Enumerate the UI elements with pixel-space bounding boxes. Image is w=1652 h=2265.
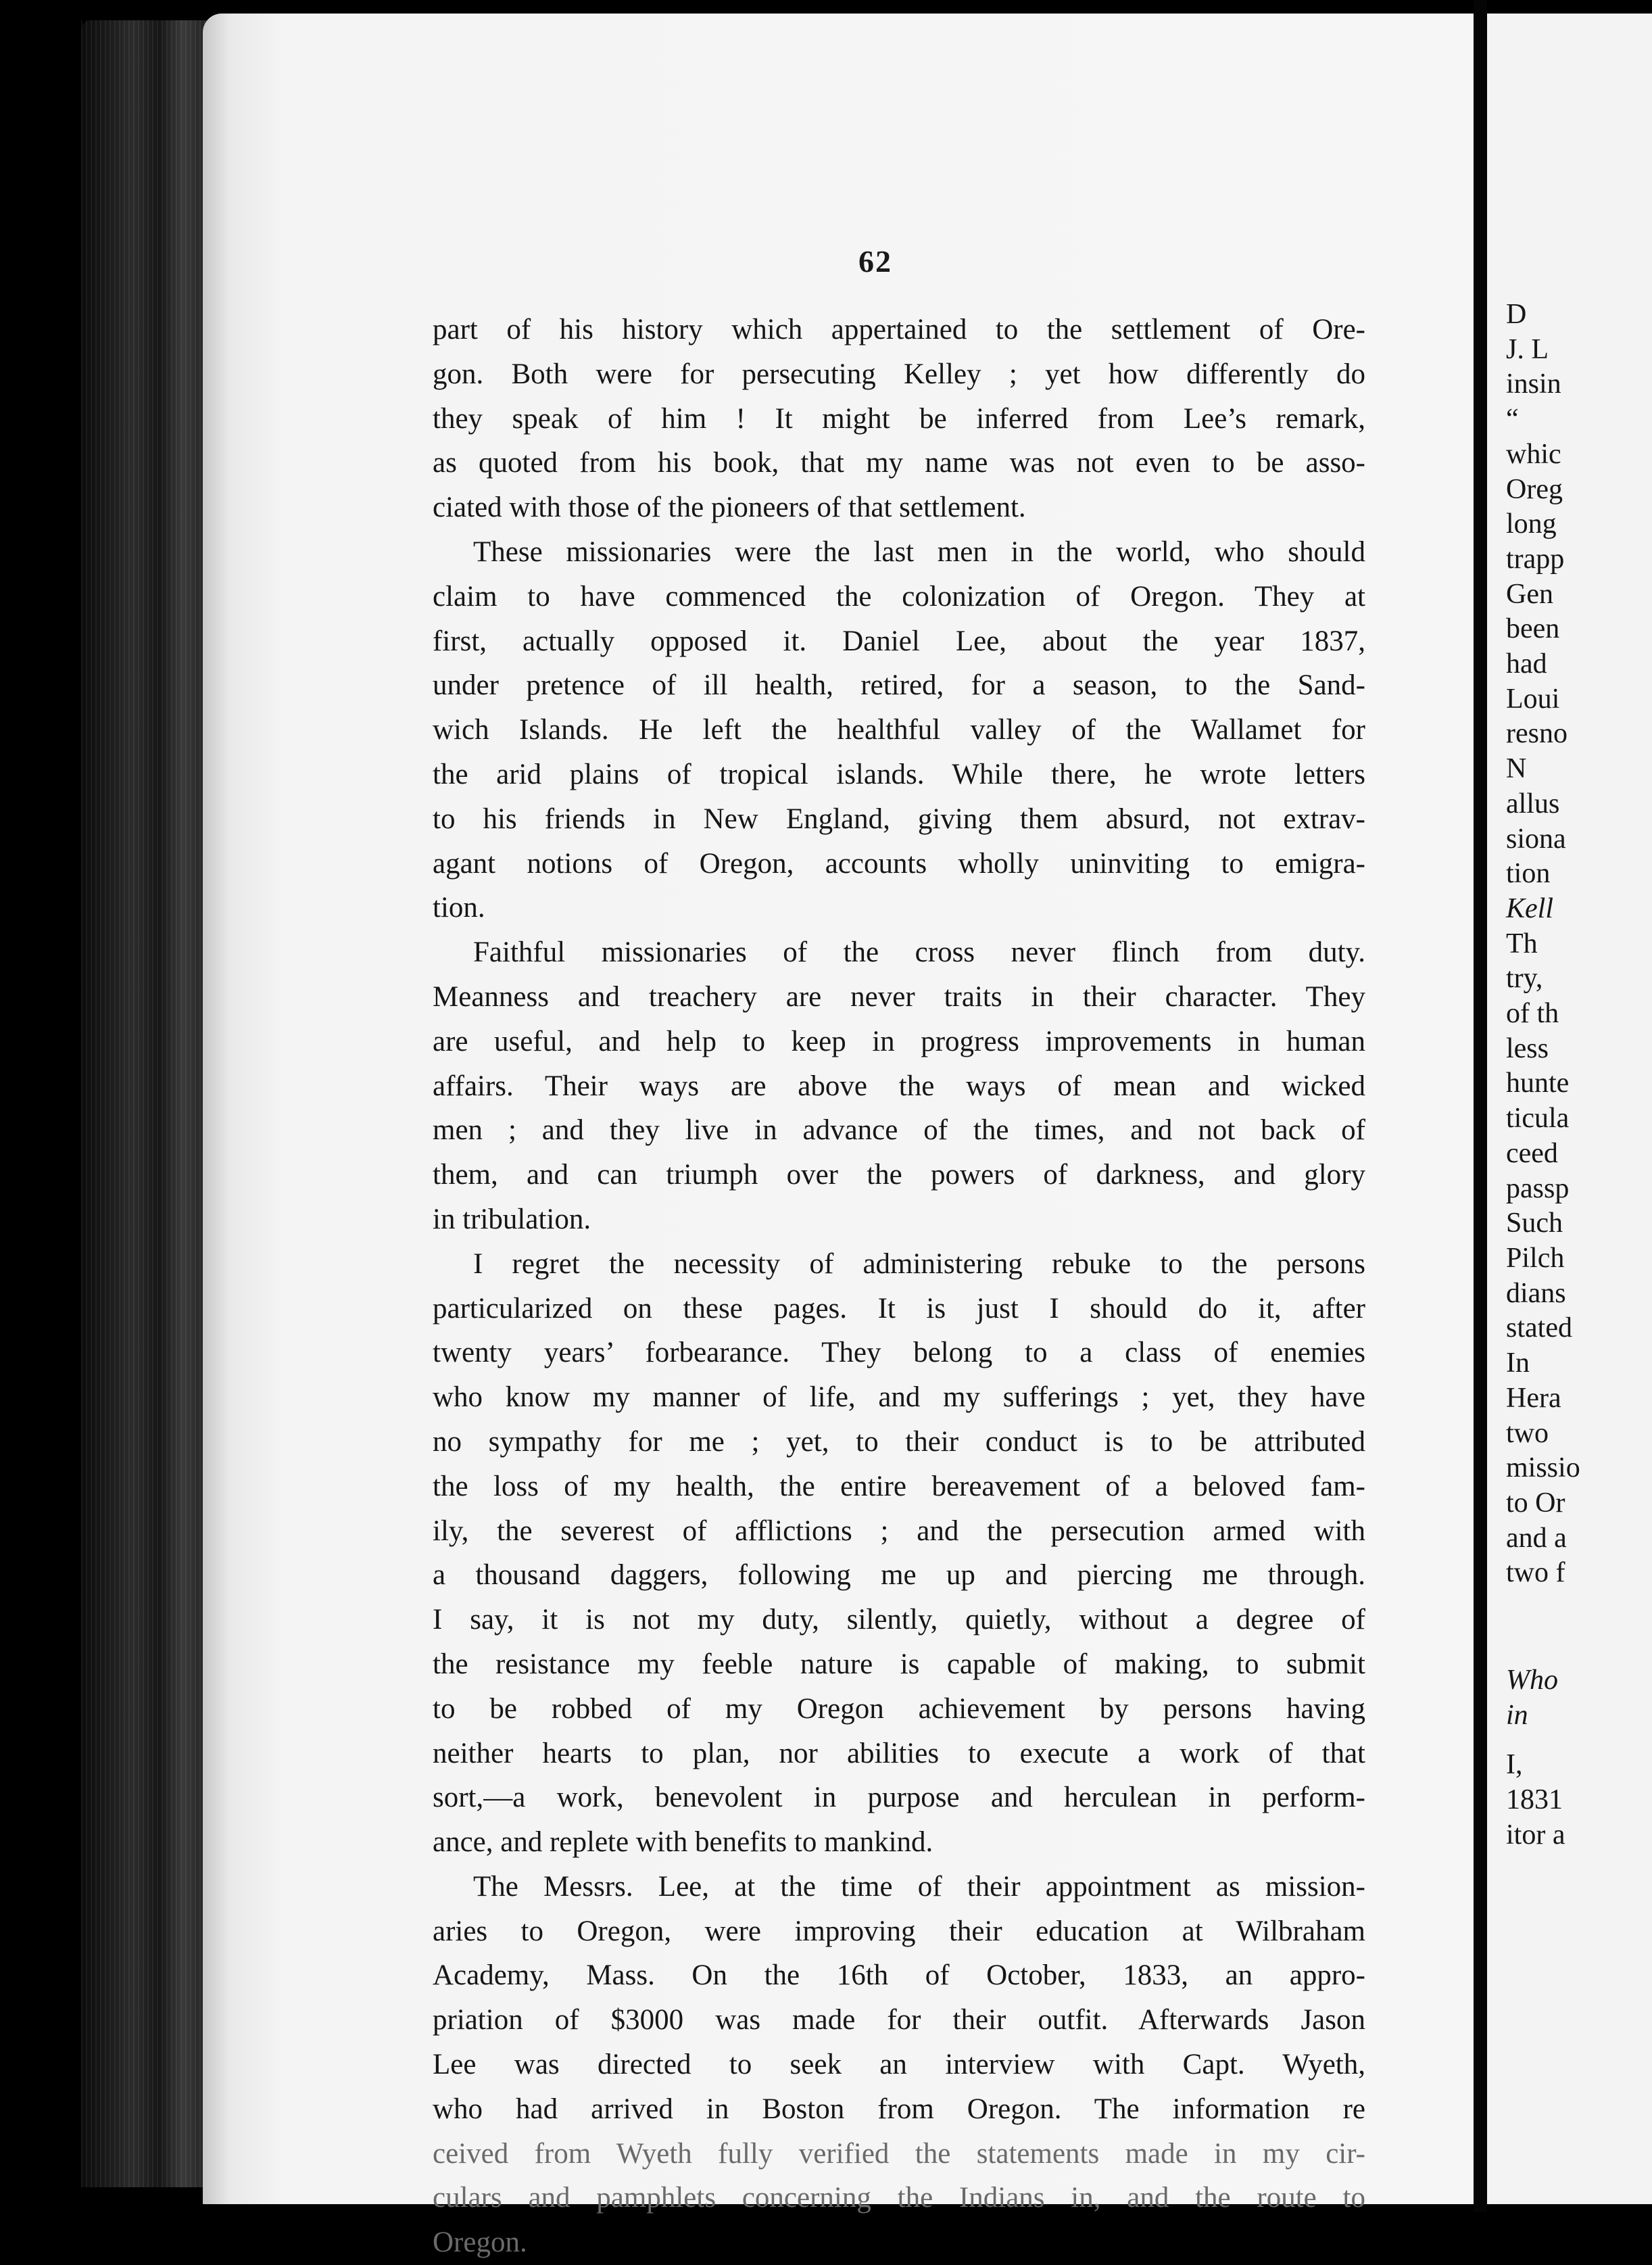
right-page-fragment: Such: [1506, 1208, 1563, 1239]
text-line: in tribulation.: [433, 1203, 591, 1235]
paragraph: [433, 930, 1365, 1242]
right-page-fragment: had: [1506, 648, 1547, 680]
text-line: them, and can triumph over the powers of darkness, and glory: [433, 1159, 1365, 1191]
text-line: gon. Both were for persecuting Kelley ; yet how differently do: [433, 358, 1365, 390]
right-page-fragment: allus: [1506, 788, 1560, 819]
right-page-fragment: hunte: [1506, 1068, 1570, 1099]
text-line: twenty years’ forbearance. They belong to a class of enemies: [433, 1337, 1365, 1369]
right-page-fragment: less: [1506, 1032, 1549, 1064]
right-page-fragment: to Or: [1506, 1487, 1565, 1519]
text-line: Faithful missionaries of the cross never flinch from duty.: [473, 936, 1365, 969]
text-line: agant notions of Oregon, accounts wholly uninviting to emigra-: [433, 847, 1365, 880]
book-gutter: [1474, 0, 1487, 2212]
right-page-fragment: I,: [1506, 1749, 1523, 1781]
text-line: particularized on these pages. It is just I should do it, after: [433, 1292, 1365, 1325]
text-line: as quoted from his book, that my name was not even to be asso-: [433, 447, 1365, 479]
text-line: I say, it is not my duty, silently, quietly, without a degree of: [433, 1604, 1365, 1636]
right-page-fragment: Hera: [1506, 1382, 1561, 1414]
text-line: aries to Oregon, were improving their education at Wilbraham: [433, 1915, 1365, 1947]
paragraph: [433, 1865, 1365, 2265]
right-page-fragment: insin: [1506, 368, 1561, 400]
text-line: who had arrived in Boston from Oregon. The information re: [433, 2093, 1365, 2125]
right-page-fragment: tion: [1506, 858, 1551, 890]
text-line: Academy, Mass. On the 16th of October, 1833, an appro-: [433, 1959, 1365, 1992]
right-page-fragment: N: [1506, 753, 1527, 785]
text-line: neither hearts to plan, nor abilities to execute a work of that: [433, 1737, 1365, 1769]
text-line: I regret the necessity of administering rebuke to the persons: [473, 1247, 1365, 1280]
text-line: part of his history which appertained to the settlement of Ore-: [433, 314, 1365, 345]
right-page-fragment: Gen: [1506, 578, 1553, 610]
text-line: who know my manner of life, and my sufferings ; yet, they have: [433, 1381, 1365, 1414]
right-page-fragment: Kell: [1506, 892, 1553, 924]
text-line: priation of $3000 was made for their outfit. Afterwards Jason: [433, 2004, 1365, 2036]
right-page-fragment: two: [1506, 1417, 1549, 1449]
text-line: ceived from Wyeth fully verified the statements made in my cir-: [433, 2137, 1365, 2170]
right-page-fragment: missio: [1506, 1452, 1580, 1484]
text-line: ance, and replete with benefits to mankind.: [433, 1826, 933, 1859]
right-page-fragment: passp: [1506, 1172, 1570, 1204]
right-page-fragment: of th: [1506, 998, 1559, 1030]
right-page-fragment: J. L: [1506, 333, 1549, 365]
text-line: Lee was directed to seek an interview with Capt. Wyeth,: [433, 2049, 1365, 2081]
right-page-fragment: two f: [1506, 1557, 1565, 1589]
right-page-fragment: and a: [1506, 1522, 1567, 1554]
paragraph: [433, 530, 1365, 930]
text-line: ily, the severest of afflictions ; and the persecution armed with: [433, 1515, 1365, 1547]
paragraph: [433, 1242, 1365, 1865]
text-line: to be robbed of my Oregon achievement by persons having: [433, 1692, 1365, 1725]
right-page-fragment: ticula: [1506, 1103, 1570, 1135]
right-page-fragments-top: [1506, 297, 1648, 1591]
text-line: a thousand daggers, following me up and piercing me through.: [433, 1559, 1365, 1592]
right-page-fragment: Loui: [1506, 683, 1560, 715]
right-page-fragment: Who: [1506, 1665, 1558, 1696]
right-page-fragment: Pilch: [1506, 1242, 1565, 1274]
right-page-fragment: D: [1506, 299, 1527, 330]
text-line: The Messrs. Lee, at the time of their appointment as mission-: [473, 1870, 1365, 1903]
text-line: under pretence of ill health, retired, for a season, to the Sand-: [433, 669, 1365, 702]
right-page-fragment: ceed: [1506, 1137, 1558, 1169]
right-page-fragment: whic: [1506, 438, 1561, 470]
text-line: claim to have commenced the colonization of Oregon. They at: [433, 580, 1365, 613]
text-line: Oregon.: [433, 2226, 527, 2259]
right-page-fragment: 1831: [1506, 1784, 1563, 1816]
text-line: men ; and they live in advance of the times, and not back of: [433, 1114, 1365, 1147]
text-line: they speak of him ! It might be inferred from Lee’s remark,: [433, 402, 1365, 435]
text-line: the resistance my feeble nature is capable of making, to submit: [433, 1648, 1365, 1680]
page-number: 62: [858, 244, 892, 279]
right-page-fragment: “: [1506, 404, 1519, 435]
text-line: sort,—a work, benevolent in purpose and herculean in perform-: [433, 1782, 1365, 1814]
right-page-fragment: try,: [1506, 963, 1543, 995]
right-page-fragment: Oreg: [1506, 473, 1563, 505]
text-line: tion.: [433, 892, 485, 924]
text-line: culars and pamphlets concerning the Indians in, and the route to: [433, 2182, 1365, 2214]
right-page-fragment: dians: [1506, 1277, 1566, 1309]
right-page-fragment: In: [1506, 1348, 1530, 1379]
right-page-fragment: itor a: [1506, 1819, 1565, 1851]
text-line: These missionaries were the last men in the world, who should: [473, 535, 1365, 568]
text-line: first, actually opposed it. Daniel Lee, about the year 1837,: [433, 625, 1365, 657]
right-page-fragment: stated: [1506, 1312, 1572, 1344]
right-page-fragment: been: [1506, 613, 1560, 645]
text-line: are useful, and help to keep in progress improvements in human: [433, 1025, 1365, 1057]
text-line: the arid plains of tropical islands. While there, he wrote letters: [433, 758, 1365, 790]
text-line: Meanness and treachery are never traits in their character. They: [433, 980, 1365, 1013]
paragraph: [433, 308, 1365, 530]
page-body-text: [433, 308, 1365, 2265]
right-page-fragment: trapp: [1506, 543, 1565, 575]
text-line: wich Islands. He left the healthful valley of the Wallamet for: [433, 714, 1365, 746]
right-page-fragments-bottom: [1506, 1663, 1648, 1853]
text-line: no sympathy for me ; yet, to their conduct is to be attributed: [433, 1425, 1365, 1458]
right-page-fragment: siona: [1506, 823, 1566, 855]
right-page-fragment: in: [1506, 1699, 1528, 1731]
text-line: to his friends in New England, giving them absurd, not extrav-: [433, 803, 1365, 835]
text-line: affairs. Their ways are above the ways of mean and wicked: [433, 1070, 1365, 1102]
right-page-fragment: Th: [1506, 928, 1538, 959]
right-page-fragment: resno: [1506, 718, 1568, 750]
text-line: the loss of my health, the entire bereavement of a beloved fam-: [433, 1470, 1365, 1502]
right-page-fragment: long: [1506, 508, 1557, 540]
text-line: ciated with those of the pioneers of that settlement.: [433, 492, 1026, 524]
